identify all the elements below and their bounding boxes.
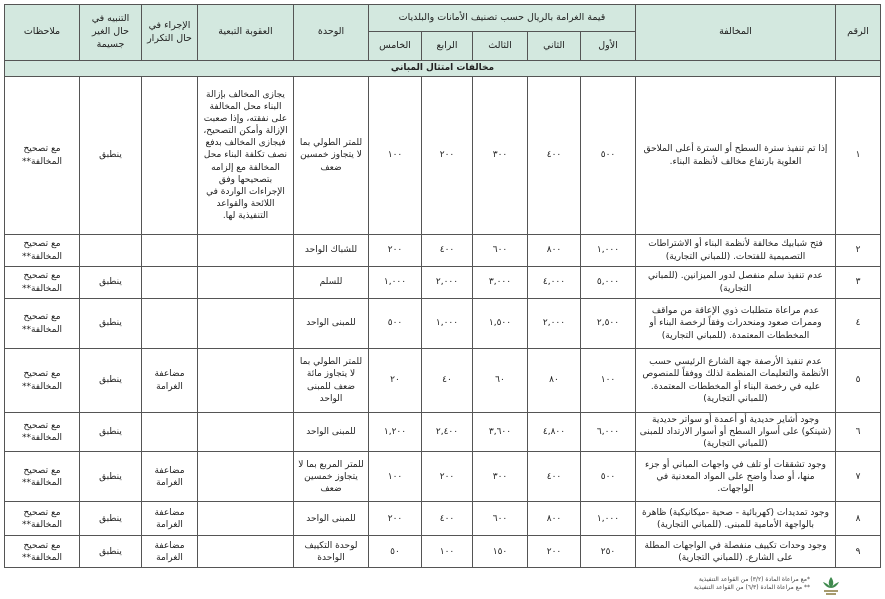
row-notes: مع تصحيح المخالفة** <box>5 452 80 502</box>
row-alert: ينطبق <box>80 349 142 413</box>
header-grade-1: الأول <box>581 32 636 61</box>
table-row <box>5 299 881 349</box>
row-num: ٥ <box>836 349 881 413</box>
table-row <box>5 235 881 267</box>
row-violation: وجود أشاير حديدية أو أعمدة أو سواتر حديدية (شينكو) على أسوار السطح أو أسوار الارتداد للمبنى (للمباني التجارية) <box>636 413 836 452</box>
row-fine-grade-1: ١,٠٠٠ <box>581 502 636 536</box>
row-fine-grade-1: ٥٠٠ <box>581 77 636 235</box>
row-fine-grade-3: ٦٠٠ <box>473 235 528 267</box>
row-penalty <box>198 413 294 452</box>
row-notes: مع تصحيح المخالفة** <box>5 349 80 413</box>
row-fine-grade-2: ٢٠٠ <box>528 536 581 568</box>
row-fine-grade-3: ٦٠٠ <box>473 502 528 536</box>
row-fine-grade-5: ١,٠٠٠ <box>369 267 422 299</box>
row-unit: للمتر الطولي بما لا يتجاوز مائة ضعف للمبنى الواحد <box>294 349 369 413</box>
row-unit: للمبنى الواحد <box>294 502 369 536</box>
ministry-logo-icon <box>820 576 842 596</box>
header-violation: المخالفة <box>636 5 836 61</box>
row-fine-grade-3: ٣٠٠ <box>473 77 528 235</box>
row-notes: مع تصحيح المخالفة** <box>5 413 80 452</box>
header-grade-3: الثالث <box>473 32 528 61</box>
row-fine-grade-4: ٢,٤٠٠ <box>422 413 473 452</box>
row-alert: ينطبق <box>80 299 142 349</box>
row-alert: ينطبق <box>80 77 142 235</box>
table-row <box>5 413 881 452</box>
row-repeat <box>142 235 198 267</box>
row-fine-grade-3: ٦٠ <box>473 349 528 413</box>
row-fine-grade-2: ٤,٠٠٠ <box>528 267 581 299</box>
row-repeat: مضاعفة الغرامة <box>142 536 198 568</box>
row-fine-grade-2: ٨٠٠ <box>528 235 581 267</box>
row-notes: مع تصحيح المخالفة** <box>5 235 80 267</box>
row-num: ٦ <box>836 413 881 452</box>
row-repeat: مضاعفة الغرامة <box>142 452 198 502</box>
row-num: ٣ <box>836 267 881 299</box>
row-repeat: مضاعفة الغرامة <box>142 502 198 536</box>
header-penalty: العقوبة التبعية <box>198 5 294 61</box>
header-unit: الوحدة <box>294 5 369 61</box>
table-row <box>5 452 881 502</box>
row-fine-grade-1: ١,٠٠٠ <box>581 235 636 267</box>
row-violation: وجود تشققات أو تلف في واجهات المباني أو جزء منها، أو صدأ واضح على المواد المعدنية في الواجهات. <box>636 452 836 502</box>
header-repeat: الإجراء في حال التكرار <box>142 5 198 61</box>
row-fine-grade-1: ٦,٠٠٠ <box>581 413 636 452</box>
row-unit: لوحدة التكييف الواحدة <box>294 536 369 568</box>
row-fine-grade-1: ٥٠٠ <box>581 452 636 502</box>
row-penalty <box>198 299 294 349</box>
row-violation: عدم مراعاة متطلبات ذوي الإعاقة من مواقف وممرات صعود ومنحدرات وفقاً لرخصة البناء أو المخططات المعتمدة. (للمباني التجارية) <box>636 299 836 349</box>
section-title: مخالفات امتثال المباني <box>5 61 881 77</box>
row-notes: مع تصحيح المخالفة** <box>5 299 80 349</box>
row-notes: مع تصحيح المخالفة** <box>5 502 80 536</box>
row-alert: ينطبق <box>80 267 142 299</box>
row-penalty <box>198 502 294 536</box>
row-alert: ينطبق <box>80 536 142 568</box>
row-repeat <box>142 413 198 452</box>
header-num: الرقم <box>836 5 881 61</box>
row-unit: للشباك الواحد <box>294 235 369 267</box>
header-grade-4: الرابع <box>422 32 473 61</box>
row-alert: ينطبق <box>80 452 142 502</box>
row-notes: مع تصحيح المخالفة** <box>5 77 80 235</box>
footnote-1: *مع مراعاة المادة (٣/٢) من القواعد التنفيذية <box>698 576 810 583</box>
row-fine-grade-5: ٢٠٠ <box>369 235 422 267</box>
row-penalty <box>198 235 294 267</box>
row-num: ٩ <box>836 536 881 568</box>
row-notes: مع تصحيح المخالفة** <box>5 536 80 568</box>
row-fine-grade-1: ٢,٥٠٠ <box>581 299 636 349</box>
row-violation: إذا تم تنفيذ سترة السطح أو السترة أعلى الملاحق العلوية بارتفاع مخالف لأنظمة البناء. <box>636 77 836 235</box>
row-notes: مع تصحيح المخالفة** <box>5 267 80 299</box>
row-fine-grade-3: ٣٠٠ <box>473 452 528 502</box>
row-fine-grade-3: ١٥٠ <box>473 536 528 568</box>
row-fine-grade-5: ٥٠ <box>369 536 422 568</box>
row-fine-grade-4: ١,٠٠٠ <box>422 299 473 349</box>
row-fine-grade-3: ٣,٠٠٠ <box>473 267 528 299</box>
violations-table <box>4 4 881 568</box>
row-fine-grade-2: ٤٠٠ <box>528 77 581 235</box>
row-penalty <box>198 452 294 502</box>
row-fine-grade-1: ١٠٠ <box>581 349 636 413</box>
row-fine-grade-5: ٢٠٠ <box>369 502 422 536</box>
row-alert <box>80 235 142 267</box>
header-fine-group: قيمة الغرامة بالريال حسب تصنيف الأمانات والبلديات <box>369 5 636 32</box>
footnotes <box>560 576 810 592</box>
row-fine-grade-1: ٢٥٠ <box>581 536 636 568</box>
row-num: ١ <box>836 77 881 235</box>
table-row <box>5 77 881 235</box>
row-fine-grade-4: ٤٠٠ <box>422 502 473 536</box>
row-violation: عدم تنفيذ سلم منفصل لدور الميزانين. (للمباني التجارية) <box>636 267 836 299</box>
row-penalty <box>198 536 294 568</box>
row-unit: للمتر الطولي بما لا يتجاوز خمسين ضعف <box>294 77 369 235</box>
row-fine-grade-4: ٤٠٠ <box>422 235 473 267</box>
row-fine-grade-3: ٣,٦٠٠ <box>473 413 528 452</box>
table-row <box>5 349 881 413</box>
header-grade-5: الخامس <box>369 32 422 61</box>
row-violation: عدم تنفيذ الأرصفة جهة الشارع الرئيسي حسب الأنظمة والتعليمات المنظمة لذلك ووفقاً للمنصوص عليه في رخصة البناء أو المخططات المعتمدة. (للمباني التجارية) <box>636 349 836 413</box>
row-fine-grade-4: ١٠٠ <box>422 536 473 568</box>
row-penalty <box>198 349 294 413</box>
row-repeat <box>142 267 198 299</box>
row-violation: وجود وحدات تكييف منفصلة في الواجهات المطلة على الشارع. (للمباني التجارية) <box>636 536 836 568</box>
row-fine-grade-2: ٨٠ <box>528 349 581 413</box>
row-repeat: مضاعفة الغرامة <box>142 349 198 413</box>
row-violation: وجود تمديدات (كهربائية - صحية -ميكانيكية) ظاهرة بالواجهة الأمامية للمبنى. (للمباني التجارية) <box>636 502 836 536</box>
row-fine-grade-5: ٢٠ <box>369 349 422 413</box>
footnote-2: ** مع مراعاة المادة (٦/٣) من القواعد التنفيذية <box>693 584 810 591</box>
header-alert: التنبيه في حال الغير جسيمة <box>80 5 142 61</box>
row-fine-grade-4: ٢,٠٠٠ <box>422 267 473 299</box>
row-unit: للمبنى الواحد <box>294 299 369 349</box>
header-notes: ملاحظات <box>5 5 80 61</box>
row-violation: فتح شبابيك مخالفة لأنظمة البناء أو الاشتراطات التصميمية للفتحات. (للمباني التجارية) <box>636 235 836 267</box>
row-alert: ينطبق <box>80 413 142 452</box>
row-fine-grade-5: ١٠٠ <box>369 452 422 502</box>
row-fine-grade-4: ٢٠٠ <box>422 77 473 235</box>
row-unit: للسلم <box>294 267 369 299</box>
row-fine-grade-3: ١,٥٠٠ <box>473 299 528 349</box>
row-num: ٢ <box>836 235 881 267</box>
row-repeat <box>142 77 198 235</box>
row-num: ٤ <box>836 299 881 349</box>
row-penalty <box>198 267 294 299</box>
row-fine-grade-5: ١,٢٠٠ <box>369 413 422 452</box>
row-penalty: يجازى المخالف بإزالة البناء محل المخالفة على نفقته، وإذا صعبت الإزالة وأمكن التصحيح، فيجازى المخالف بدفع نصف تكلفة البناء محل المخالفة مع إلزامه بتصحيحها وفق الإجراءات الواردة في اللائحة والقواعد التنفيذية لها. <box>198 77 294 235</box>
header-grade-2: الثاني <box>528 32 581 61</box>
row-alert: ينطبق <box>80 502 142 536</box>
row-fine-grade-5: ٥٠٠ <box>369 299 422 349</box>
table-row <box>5 267 881 299</box>
row-fine-grade-4: ٢٠٠ <box>422 452 473 502</box>
row-fine-grade-5: ١٠٠ <box>369 77 422 235</box>
row-fine-grade-1: ٥,٠٠٠ <box>581 267 636 299</box>
row-fine-grade-2: ٤٠٠ <box>528 452 581 502</box>
row-fine-grade-4: ٤٠ <box>422 349 473 413</box>
row-num: ٨ <box>836 502 881 536</box>
row-unit: للمبنى الواحد <box>294 413 369 452</box>
row-unit: للمتر المربع بما لا يتجاوز خمسين ضعف <box>294 452 369 502</box>
row-repeat <box>142 299 198 349</box>
table-row <box>5 536 881 568</box>
row-num: ٧ <box>836 452 881 502</box>
table-row <box>5 502 881 536</box>
row-fine-grade-2: ٤,٨٠٠ <box>528 413 581 452</box>
row-fine-grade-2: ٢,٠٠٠ <box>528 299 581 349</box>
row-fine-grade-2: ٨٠٠ <box>528 502 581 536</box>
